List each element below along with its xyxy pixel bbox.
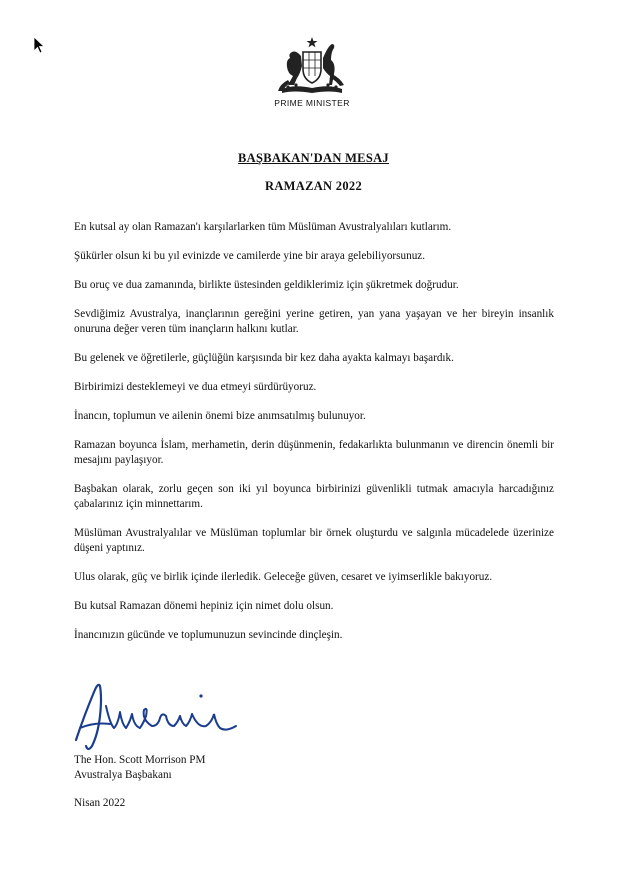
signatory-name: The Hon. Scott Morrison PM [74, 754, 206, 766]
signatory-block [74, 753, 205, 783]
handwritten-signature [70, 676, 240, 754]
message-paragraph: Müslüman Avustralyalılar ve Müslüman toplumlar bir örnek oluşturdu ve salgınla mücadelede üzerinize düşeni yaptınız. [74, 527, 554, 554]
page-title: BAŞBAKAN'DAN MESAJ [238, 151, 389, 165]
page-subtitle: RAMAZAN 2022 [265, 179, 362, 193]
message-paragraph: En kutsal ay olan Ramazan'ı karşılarlarken tüm Müslüman Avustralyalıları kutlarım. [74, 221, 452, 233]
message-paragraph: Birbirimizi desteklemeyi ve dua etmeyi sürdürüyoruz. [74, 381, 317, 393]
message-paragraph: Bu kutsal Ramazan dönemi hepiniz için nimet dolu olsun. [74, 600, 334, 612]
message-paragraph: İnancın, toplumun ve ailenin önemi bize anımsatılmış bulunuyor. [74, 410, 366, 422]
arrow-cursor-icon [33, 36, 45, 54]
office-label: PRIME MINISTER [274, 98, 350, 108]
letter-date: Nisan 2022 [74, 797, 126, 809]
message-paragraph: Şükürler olsun ki bu yıl evinizde ve camilerde yine bir araya gelebiliyorsunuz. [74, 250, 426, 262]
message-paragraph: Başbakan olarak, zorlu geçen son iki yıl boyunca birbirinizi güvenlikli tutmak amacıyla harcadığınız çabalarınız için minnettarım. [74, 483, 554, 510]
coat-of-arms-icon [274, 36, 350, 96]
message-paragraph: İnancınızın gücünde ve toplumunuzun sevincinde dinçleşin. [74, 629, 343, 641]
message-paragraph: Sevdiğimiz Avustralya, inançlarının gereğini yerine getiren, yan yana yaşayan ve her bireyin insanlık onuruna değer veren tüm inançların halkını kutlar. [74, 308, 554, 335]
message-body [74, 220, 554, 657]
message-paragraph: Bu gelenek ve öğretilerle, güçlüğün karşısında bir kez daha ayakta kalmayı başardık. [74, 352, 454, 364]
message-paragraph: Ramazan boyunca İslam, merhametin, derin düşünmenin, fedakarlıkta bulunmanın ve direncin önemli bir mesajını paylaşıyor. [74, 439, 554, 466]
message-paragraph: Ulus olarak, güç ve birlik içinde ilerledik. Geleceğe güven, cesaret ve iyimserlikle bakıyoruz. [74, 571, 493, 583]
signatory-role: Avustralya Başbakanı [74, 769, 172, 781]
message-paragraph: Bu oruç ve dua zamanında, birlikte üstesinden geldiklerimiz için şükretmek doğrudur. [74, 279, 459, 291]
